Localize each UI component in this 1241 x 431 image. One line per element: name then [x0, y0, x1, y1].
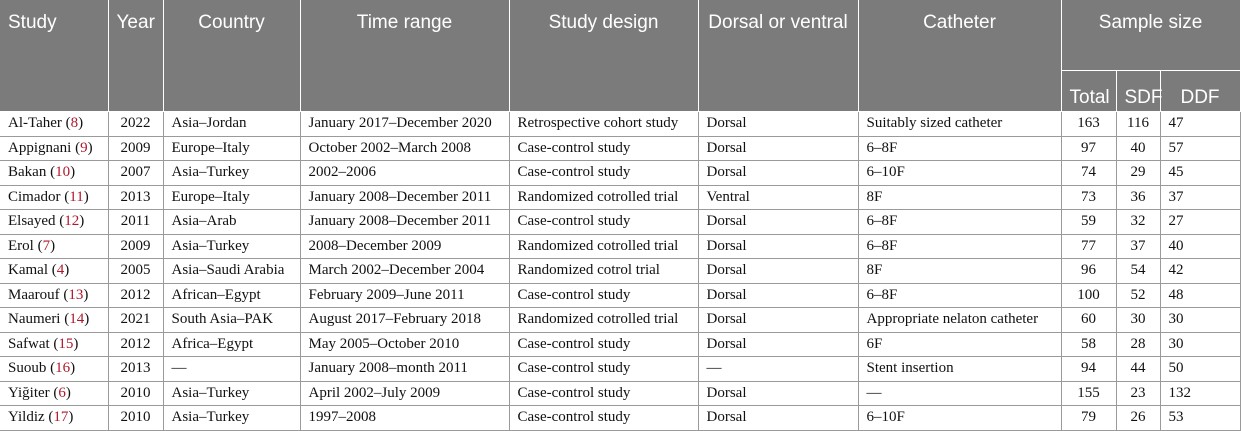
cell-study: Maarouf (13)	[0, 283, 108, 308]
cell-catheter: 8F	[858, 185, 1061, 210]
cell-ddf: 30	[1160, 332, 1240, 357]
cell-study: Kamal (4)	[0, 259, 108, 284]
header-sample-size: Sample size	[1061, 0, 1240, 71]
cell-study: Al-Taher (8)	[0, 112, 108, 137]
cell-catheter: Stent insertion	[858, 357, 1061, 382]
cell-total: 94	[1061, 357, 1116, 382]
cell-time-range: January 2008–December 2011	[300, 210, 509, 235]
cell-study-design: Case-control study	[509, 283, 698, 308]
cell-time-range: 2002–2006	[300, 161, 509, 186]
cell-ddf: 50	[1160, 357, 1240, 382]
cell-total: 155	[1061, 381, 1116, 406]
table-row	[0, 308, 1240, 333]
cell-study: Bakan (10)	[0, 161, 108, 186]
cell-study-design: Randomized cotrolled trial	[509, 234, 698, 259]
reference-link[interactable]: 13	[68, 286, 84, 303]
table-row	[0, 406, 1240, 431]
study-author: Appignani	[8, 139, 72, 156]
reference-link[interactable]: 10	[55, 164, 71, 181]
cell-total: 74	[1061, 161, 1116, 186]
cell-sdf: 32	[1116, 210, 1160, 235]
cell-time-range: January 2008–month 2011	[300, 357, 509, 382]
cell-time-range: January 2008–December 2011	[300, 185, 509, 210]
cell-country: Europe–Italy	[163, 185, 300, 210]
reference-link[interactable]: 16	[55, 360, 71, 377]
study-author: Erol	[8, 237, 34, 254]
study-author: Yildiz	[8, 409, 45, 426]
reference-link[interactable]: 17	[53, 409, 69, 426]
study-author: Naumeri	[8, 311, 61, 328]
cell-sdf: 37	[1116, 234, 1160, 259]
cell-sdf: 40	[1116, 136, 1160, 161]
cell-country: Europe–Italy	[163, 136, 300, 161]
cell-study-design: Case-control study	[509, 161, 698, 186]
cell-ddf: 53	[1160, 406, 1240, 431]
cell-ddf: 42	[1160, 259, 1240, 284]
cell-sdf: 30	[1116, 308, 1160, 333]
header-country: Country	[163, 0, 300, 112]
cell-year: 2005	[108, 259, 163, 284]
header-dorsal-or-ventral: Dorsal or ventral	[698, 0, 858, 112]
cell-total: 73	[1061, 185, 1116, 210]
cell-year: 2011	[108, 210, 163, 235]
cell-sdf: 44	[1116, 357, 1160, 382]
cell-total: 60	[1061, 308, 1116, 333]
cell-year: 2009	[108, 234, 163, 259]
cell-country: Asia–Jordan	[163, 112, 300, 137]
cell-study-design: Case-control study	[509, 136, 698, 161]
cell-ddf: 30	[1160, 308, 1240, 333]
cell-study-design: Randomized cotrolled trial	[509, 308, 698, 333]
cell-study-design: Case-control study	[509, 406, 698, 431]
reference-link[interactable]: 14	[69, 311, 85, 328]
study-author: Cimador	[8, 188, 61, 205]
cell-dorsal-or-ventral: Dorsal	[698, 210, 858, 235]
cell-dorsal-or-ventral: Dorsal	[698, 406, 858, 431]
cell-ddf: 57	[1160, 136, 1240, 161]
cell-study: Appignani (9)	[0, 136, 108, 161]
header-ddf: DDF	[1160, 71, 1240, 112]
cell-catheter: Suitably sized catheter	[858, 112, 1061, 137]
cell-year: 2012	[108, 332, 163, 357]
study-author: Bakan	[8, 164, 47, 181]
cell-time-range: 1997–2008	[300, 406, 509, 431]
cell-year: 2007	[108, 161, 163, 186]
cell-study-design: Randomized cotrolled trial	[509, 185, 698, 210]
table-body	[0, 112, 1240, 431]
cell-country: Asia–Arab	[163, 210, 300, 235]
cell-study-design: Case-control study	[509, 332, 698, 357]
cell-study-design: Randomized cotrol trial	[509, 259, 698, 284]
reference-link[interactable]: 6	[58, 384, 66, 401]
header-total: Total	[1061, 71, 1116, 112]
reference-link[interactable]: 15	[58, 335, 74, 352]
cell-sdf: 29	[1116, 161, 1160, 186]
header-year: Year	[108, 0, 163, 112]
cell-study: Suoub (16)	[0, 357, 108, 382]
cell-dorsal-or-ventral: Ventral	[698, 185, 858, 210]
cell-study: Yiğiter (6)	[0, 381, 108, 406]
header-sdf: SDF	[1116, 71, 1160, 112]
cell-time-range: 2008–December 2009	[300, 234, 509, 259]
cell-total: 79	[1061, 406, 1116, 431]
cell-year: 2021	[108, 308, 163, 333]
cell-dorsal-or-ventral: —	[698, 357, 858, 382]
cell-catheter: —	[858, 381, 1061, 406]
reference-link[interactable]: 9	[80, 139, 88, 156]
cell-catheter: Appropriate nelaton catheter	[858, 308, 1061, 333]
cell-sdf: 26	[1116, 406, 1160, 431]
cell-total: 58	[1061, 332, 1116, 357]
header-time-range: Time range	[300, 0, 509, 112]
cell-time-range: February 2009–June 2011	[300, 283, 509, 308]
cell-sdf: 28	[1116, 332, 1160, 357]
cell-country: Africa–Egypt	[163, 332, 300, 357]
cell-study: Yildiz (17)	[0, 406, 108, 431]
study-author: Suoub	[8, 360, 47, 377]
cell-country: —	[163, 357, 300, 382]
reference-link[interactable]: 11	[69, 188, 84, 205]
table-row	[0, 210, 1240, 235]
cell-time-range: March 2002–December 2004	[300, 259, 509, 284]
cell-sdf: 23	[1116, 381, 1160, 406]
cell-ddf: 27	[1160, 210, 1240, 235]
cell-catheter: 6F	[858, 332, 1061, 357]
cell-country: South Asia–PAK	[163, 308, 300, 333]
header-study: Study	[0, 0, 108, 112]
cell-time-range: January 2017–December 2020	[300, 112, 509, 137]
cell-catheter: 6–10F	[858, 406, 1061, 431]
cell-study: Elsayed (12)	[0, 210, 108, 235]
reference-link[interactable]: 7	[42, 237, 51, 254]
study-author: Maarouf	[8, 286, 60, 303]
cell-year: 2013	[108, 357, 163, 382]
cell-dorsal-or-ventral: Dorsal	[698, 332, 858, 357]
cell-study: Cimador (11)	[0, 185, 108, 210]
header-study-design: Study design	[509, 0, 698, 112]
cell-catheter: 8F	[858, 259, 1061, 284]
cell-dorsal-or-ventral: Dorsal	[698, 283, 858, 308]
cell-total: 163	[1061, 112, 1116, 137]
cell-country: Asia–Saudi Arabia	[163, 259, 300, 284]
cell-country: African–Egypt	[163, 283, 300, 308]
cell-dorsal-or-ventral: Dorsal	[698, 161, 858, 186]
cell-catheter: 6–8F	[858, 210, 1061, 235]
cell-time-range: May 2005–October 2010	[300, 332, 509, 357]
cell-study: Safwat (15)	[0, 332, 108, 357]
cell-catheter: 6–8F	[858, 136, 1061, 161]
study-author: Al-Taher	[8, 115, 62, 132]
cell-catheter: 6–8F	[858, 283, 1061, 308]
cell-year: 2010	[108, 381, 163, 406]
cell-catheter: 6–8F	[858, 234, 1061, 259]
study-author: Kamal	[8, 262, 48, 279]
study-author: Safwat	[8, 335, 50, 352]
cell-total: 77	[1061, 234, 1116, 259]
cell-ddf: 132	[1160, 381, 1240, 406]
cell-ddf: 48	[1160, 283, 1240, 308]
table-row	[0, 357, 1240, 382]
cell-country: Asia–Turkey	[163, 234, 300, 259]
table-row	[0, 234, 1240, 259]
cell-ddf: 37	[1160, 185, 1240, 210]
table-row	[0, 136, 1240, 161]
table-row	[0, 161, 1240, 186]
cell-dorsal-or-ventral: Dorsal	[698, 308, 858, 333]
cell-year: 2010	[108, 406, 163, 431]
study-author: Elsayed	[8, 213, 56, 230]
cell-total: 97	[1061, 136, 1116, 161]
cell-ddf: 47	[1160, 112, 1240, 137]
table-row	[0, 259, 1240, 284]
table-row	[0, 283, 1240, 308]
cell-dorsal-or-ventral: Dorsal	[698, 136, 858, 161]
cell-year: 2012	[108, 283, 163, 308]
table-row	[0, 332, 1240, 357]
cell-study-design: Case-control study	[509, 381, 698, 406]
cell-time-range: October 2002–March 2008	[300, 136, 509, 161]
cell-sdf: 36	[1116, 185, 1160, 210]
cell-country: Asia–Turkey	[163, 161, 300, 186]
cell-dorsal-or-ventral: Dorsal	[698, 381, 858, 406]
cell-ddf: 45	[1160, 161, 1240, 186]
cell-dorsal-or-ventral: Dorsal	[698, 234, 858, 259]
cell-year: 2009	[108, 136, 163, 161]
table-row	[0, 185, 1240, 210]
cell-sdf: 52	[1116, 283, 1160, 308]
cell-country: Asia–Turkey	[163, 381, 300, 406]
cell-study: Erol (7)	[0, 234, 108, 259]
table-row	[0, 112, 1240, 137]
cell-year: 2013	[108, 185, 163, 210]
reference-link[interactable]: 4	[56, 262, 65, 279]
cell-dorsal-or-ventral: Dorsal	[698, 259, 858, 284]
cell-total: 96	[1061, 259, 1116, 284]
cell-study-design: Case-control study	[509, 357, 698, 382]
cell-study: Naumeri (14)	[0, 308, 108, 333]
cell-sdf: 54	[1116, 259, 1160, 284]
cell-time-range: August 2017–February 2018	[300, 308, 509, 333]
reference-link[interactable]: 8	[70, 115, 79, 132]
table-row	[0, 381, 1240, 406]
cell-time-range: April 2002–July 2009	[300, 381, 509, 406]
cell-catheter: 6–10F	[858, 161, 1061, 186]
study-author: Yiğiter	[8, 384, 50, 401]
header-catheter: Catheter	[858, 0, 1061, 112]
cell-study-design: Case-control study	[509, 210, 698, 235]
cell-country: Asia–Turkey	[163, 406, 300, 431]
cell-total: 59	[1061, 210, 1116, 235]
cell-sdf: 116	[1116, 112, 1160, 137]
cell-dorsal-or-ventral: Dorsal	[698, 112, 858, 137]
cell-ddf: 40	[1160, 234, 1240, 259]
cell-study-design: Retrospective cohort study	[509, 112, 698, 137]
cell-total: 100	[1061, 283, 1116, 308]
reference-link[interactable]: 12	[64, 213, 80, 230]
cell-year: 2022	[108, 112, 163, 137]
